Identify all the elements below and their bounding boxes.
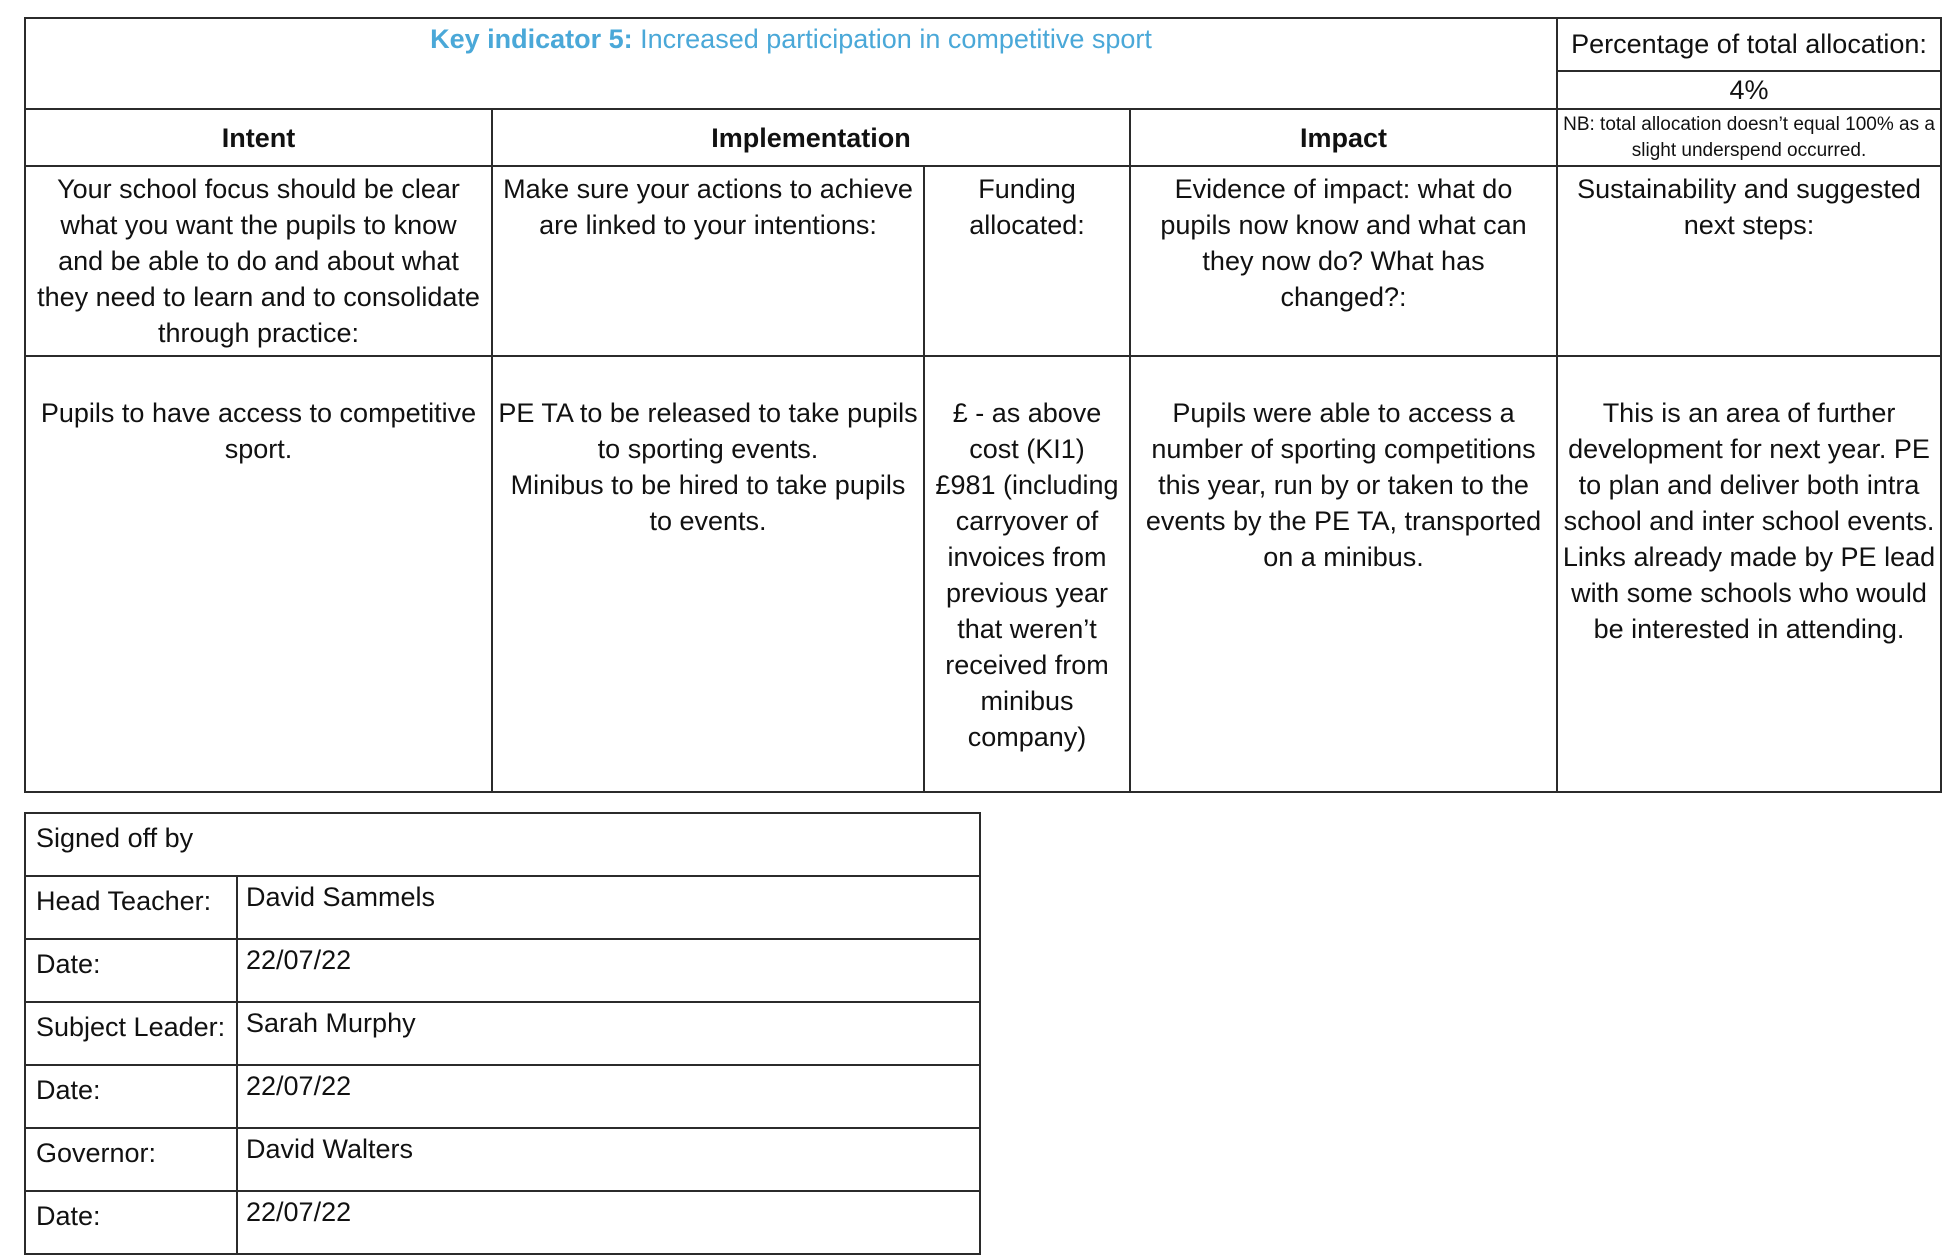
signoff-value: David Sammels xyxy=(237,876,980,939)
signoff-label: Head Teacher: xyxy=(25,876,237,939)
signoff-value: David Walters xyxy=(237,1128,980,1191)
signoff-label: Date: xyxy=(25,939,237,1002)
implementation-line: Minibus to be hired to take pupils to events. xyxy=(510,470,906,536)
sustainability-cell: This is an area of further development for next year. PE to plan and deliver both intra school and inter school events. Links already made by PE lead with some schools who would be interested in attending. xyxy=(1557,356,1941,792)
signoff-value: 22/07/22 xyxy=(237,939,980,1002)
intent-cell: Pupils to have access to competitive sport. xyxy=(25,356,492,792)
key-indicator-table xyxy=(24,17,1942,793)
funding-prompt: Funding allocated: xyxy=(924,166,1130,356)
signoff-row xyxy=(25,939,980,1002)
funding-line: £981 (including carryover of invoices from previous year that weren’t received from minibus company) xyxy=(935,470,1119,752)
signoff-row xyxy=(25,1065,980,1128)
signoff-label: Governor: xyxy=(25,1128,237,1191)
signoff-value: 22/07/22 xyxy=(237,1065,980,1128)
implementation-cell xyxy=(492,356,924,792)
signoff-row xyxy=(25,1002,980,1065)
signoff-label: Subject Leader: xyxy=(25,1002,237,1065)
signoff-row xyxy=(25,1191,980,1254)
signoff-row xyxy=(25,1128,980,1191)
intent-prompt: Your school focus should be clear what you want the pupils to know and be able to do and about what they need to learn and to consolidate through practice: xyxy=(25,166,492,356)
key-indicator-label: Key indicator 5: xyxy=(430,24,633,54)
key-indicator-header xyxy=(25,18,1557,109)
percentage-label: Percentage of total allocation: xyxy=(1557,18,1941,71)
key-indicator-title xyxy=(430,24,1152,54)
impact-prompt: Evidence of impact: what do pupils now know and what can they now do? What has changed?: xyxy=(1130,166,1557,356)
impact-cell: Pupils were able to access a number of sporting competitions this year, run by or taken to the events by the PE TA, transported on a minibus. xyxy=(1130,356,1557,792)
allocation-note: NB: total allocation doesn’t equal 100% as a slight underspend occurred. xyxy=(1557,109,1941,166)
key-indicator-text: Increased participation in competitive sport xyxy=(632,24,1152,54)
implementation-line: PE TA to be released to take pupils to sporting events. xyxy=(498,398,918,464)
sustainability-prompt: Sustainability and suggested next steps: xyxy=(1557,166,1941,356)
funding-line: £ - as above cost (KI1) xyxy=(952,398,1102,464)
signoff-value: Sarah Murphy xyxy=(237,1002,980,1065)
signoff-row xyxy=(25,876,980,939)
signoff-value: 22/07/22 xyxy=(237,1191,980,1254)
percentage-value: 4% xyxy=(1557,71,1941,109)
signoff-table xyxy=(24,812,981,1255)
implementation-column-header: Implementation xyxy=(492,109,1130,166)
intent-column-header: Intent xyxy=(25,109,492,166)
signoff-title: Signed off by xyxy=(25,813,980,876)
funding-cell xyxy=(924,356,1130,792)
impact-column-header: Impact xyxy=(1130,109,1557,166)
signoff-label: Date: xyxy=(25,1065,237,1128)
signoff-label: Date: xyxy=(25,1191,237,1254)
implementation-prompt: Make sure your actions to achieve are linked to your intentions: xyxy=(492,166,924,356)
